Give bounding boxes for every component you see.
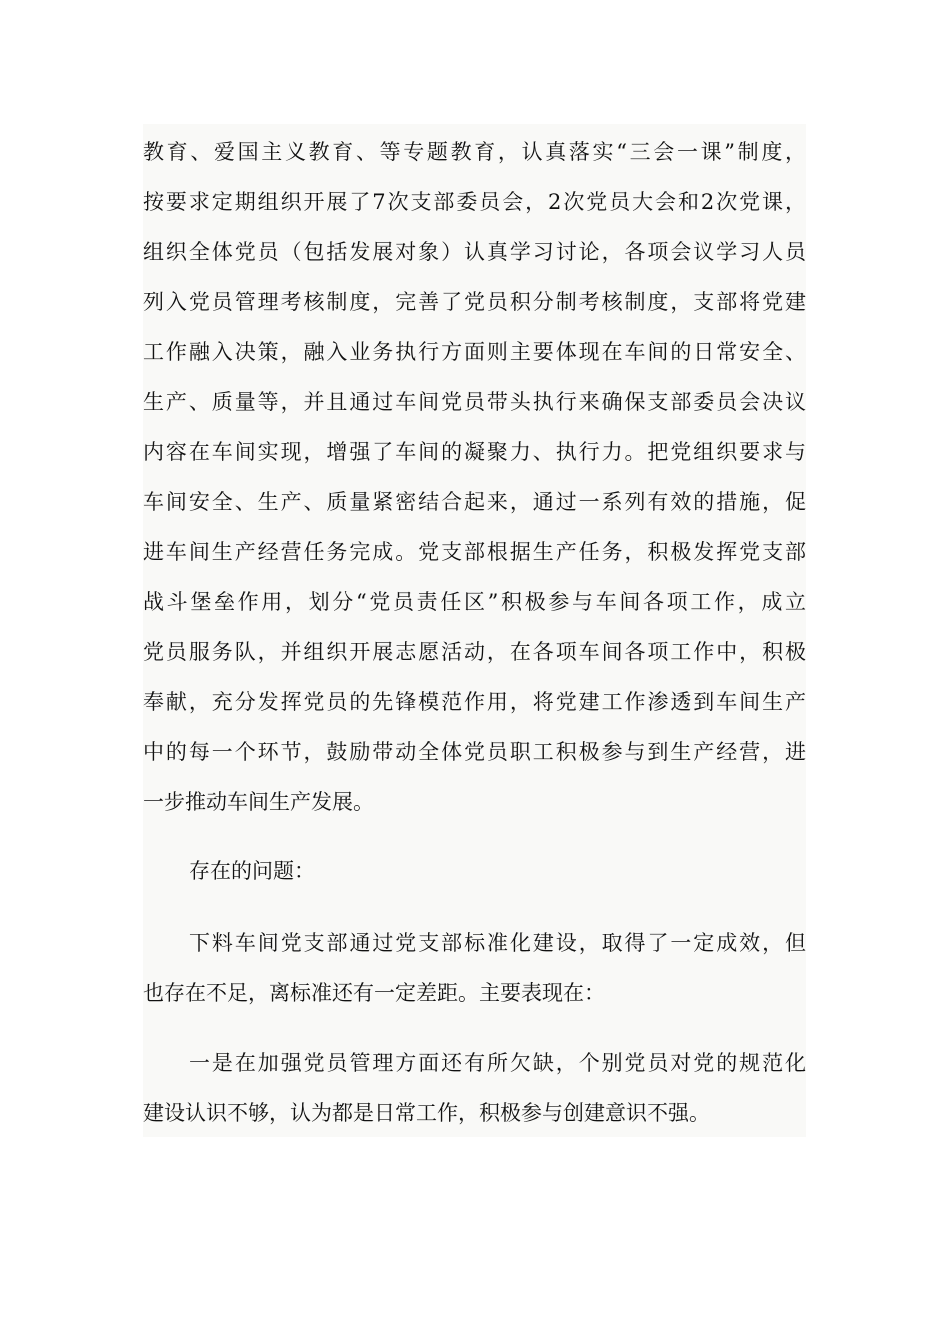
paragraph-line: 党员服务队，并组织开展志愿活动，在各项车间各项工作中，积极 bbox=[143, 640, 806, 664]
paragraph-line: 生产、质量等，并且通过车间党员带头执行来确保支部委员会决议 bbox=[143, 390, 806, 414]
section-heading: 存在的问题： bbox=[189, 859, 315, 883]
paragraph-line: 战斗堡垒作用，划分“党员责任区”积极参与车间各项工作，成立 bbox=[143, 590, 806, 614]
paragraph-line: 按要求定期组织开展了7次支部委员会，2次党员大会和2次党课， bbox=[143, 190, 806, 214]
paragraph-line: 下料车间党支部通过党支部标准化建设，取得了一定成效，但 bbox=[189, 931, 806, 955]
paragraph-line: 一步推动车间生产发展。 bbox=[143, 790, 374, 814]
paragraph-line: 中的每一个环节，鼓励带动全体党员职工积极参与到生产经营，进 bbox=[143, 740, 806, 764]
paragraph-line: 列入党员管理考核制度，完善了党员积分制考核制度，支部将党建 bbox=[143, 290, 806, 314]
body-paragraph bbox=[143, 127, 806, 827]
paragraph-line: 组织全体党员（包括发展对象）认真学习讨论，各项会议学习人员 bbox=[143, 240, 806, 264]
paragraph-line: 奉献，充分发挥党员的先锋模范作用，将党建工作渗透到车间生产 bbox=[143, 690, 806, 714]
paragraph-line: 教育、爱国主义教育、等专题教育，认真落实“三会一课”制度， bbox=[143, 140, 806, 164]
paragraph-line: 也存在不足，离标准还有一定差距。主要表现在： bbox=[143, 981, 605, 1005]
problem-intro-paragraph bbox=[143, 918, 806, 1018]
paragraph-line: 建设认识不够，认为都是日常工作，积极参与创建意识不强。 bbox=[143, 1101, 710, 1125]
paragraph-line: 车间安全、生产、质量紧密结合起来，通过一系列有效的措施，促 bbox=[143, 490, 806, 514]
paragraph-line: 一是在加强党员管理方面还有所欠缺，个别党员对党的规范化 bbox=[189, 1051, 806, 1075]
document-text-block bbox=[143, 124, 806, 1137]
paragraph-line: 内容在车间实现，增强了车间的凝聚力、执行力。把党组织要求与 bbox=[143, 440, 806, 464]
paragraph-line: 进车间生产经营任务完成。党支部根据生产任务，积极发挥党支部 bbox=[143, 540, 806, 564]
paragraph-line: 工作融入决策，融入业务执行方面则主要体现在车间的日常安全、 bbox=[143, 340, 806, 364]
problem-one-paragraph bbox=[143, 1038, 806, 1138]
section-heading-block bbox=[143, 846, 806, 896]
